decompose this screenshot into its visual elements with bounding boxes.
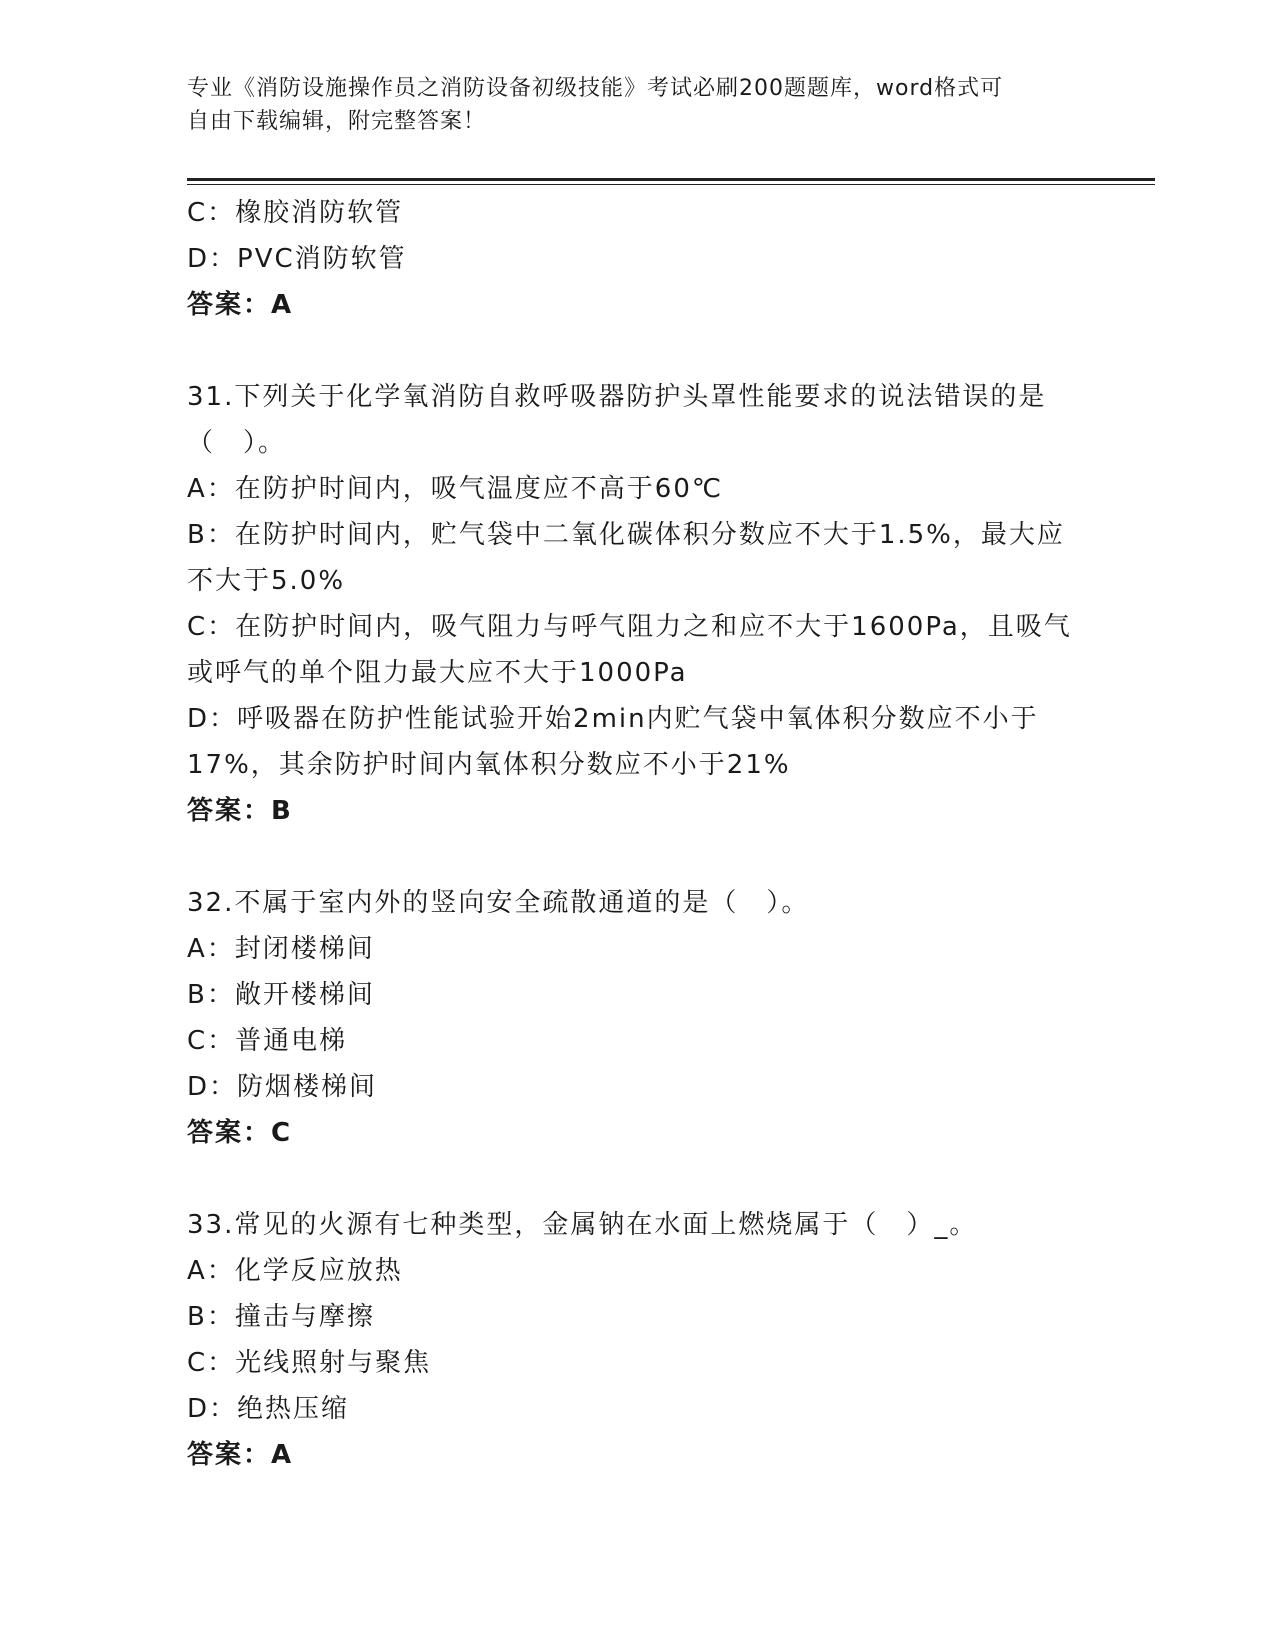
- question-stem: 31.下列关于化学氧消防自救呼吸器防护头罩性能要求的说法错误的是: [187, 382, 1047, 412]
- option-c: C：在防护时间内，吸气阻力与呼气阻力之和应不大于1600Pa，且吸气: [187, 612, 1072, 642]
- option-d: D：呼吸器在防护性能试验开始2min内贮气袋中氧体积分数应不小于: [187, 704, 1039, 734]
- option-d: D：PVC消防软管: [187, 244, 407, 274]
- option-d-cont: 17%，其余防护时间内氧体积分数应不小于21%: [187, 750, 791, 780]
- answer-label: 答案：: [187, 1118, 272, 1148]
- spacer: [187, 1156, 1087, 1202]
- answer-value: A: [271, 290, 294, 320]
- option-b: B：在防护时间内，贮气袋中二氧化碳体积分数应不大于1.5%，最大应: [187, 520, 1065, 550]
- option-c-cont: 或呼气的单个阻力最大应不大于1000Pa: [187, 658, 688, 688]
- question-32: [187, 880, 1087, 1156]
- header-divider-thick: [187, 178, 1155, 181]
- question-stem-cont: （ ）。: [187, 428, 287, 458]
- answer-value: A: [271, 1440, 294, 1470]
- spacer: [187, 834, 1087, 880]
- answer-label: 答案：: [187, 290, 272, 320]
- previous-question-tail: [187, 190, 1087, 328]
- question-31: [187, 374, 1087, 834]
- header-title-line-1: 专业《消防设施操作员之消防设备初级技能》考试必刷200题题库，word格式可: [187, 76, 1004, 101]
- answer-value: B: [271, 796, 293, 826]
- option-a: A：化学反应放热: [187, 1256, 403, 1286]
- spacer: [187, 328, 1087, 374]
- option-b: B：敞开楼梯间: [187, 980, 375, 1010]
- option-c: C：橡胶消防软管: [187, 198, 404, 228]
- header-divider-thin: [187, 184, 1155, 185]
- answer-line: [187, 1432, 1087, 1478]
- option-a: A：封闭楼梯间: [187, 934, 375, 964]
- question-stem: 32.不属于室内外的竖向安全疏散通道的是（ ）。: [187, 888, 810, 918]
- header-title-line-2: 自由下载编辑，附完整答案！: [187, 109, 487, 134]
- option-a: A：在防护时间内，吸气温度应不高于60℃: [187, 474, 724, 504]
- option-c: C：光线照射与聚焦: [187, 1348, 432, 1378]
- option-b: B：撞击与摩擦: [187, 1302, 375, 1332]
- answer-line: [187, 282, 1087, 328]
- option-b-cont: 不大于5.0%: [187, 566, 346, 596]
- question-list: [187, 190, 1087, 1478]
- option-c: C：普通电梯: [187, 1026, 348, 1056]
- answer-value: C: [271, 1118, 293, 1148]
- answer-label: 答案：: [187, 796, 272, 826]
- answer-line: [187, 1110, 1087, 1156]
- question-33: [187, 1202, 1087, 1478]
- answer-label: 答案：: [187, 1440, 272, 1470]
- option-d: D：防烟楼梯间: [187, 1072, 378, 1102]
- option-d: D：绝热压缩: [187, 1394, 350, 1424]
- document-header: [187, 72, 1067, 138]
- answer-line: [187, 788, 1087, 834]
- question-stem: 33.常见的火源有七种类型，金属钠在水面上燃烧属于（ ）_。: [187, 1210, 978, 1240]
